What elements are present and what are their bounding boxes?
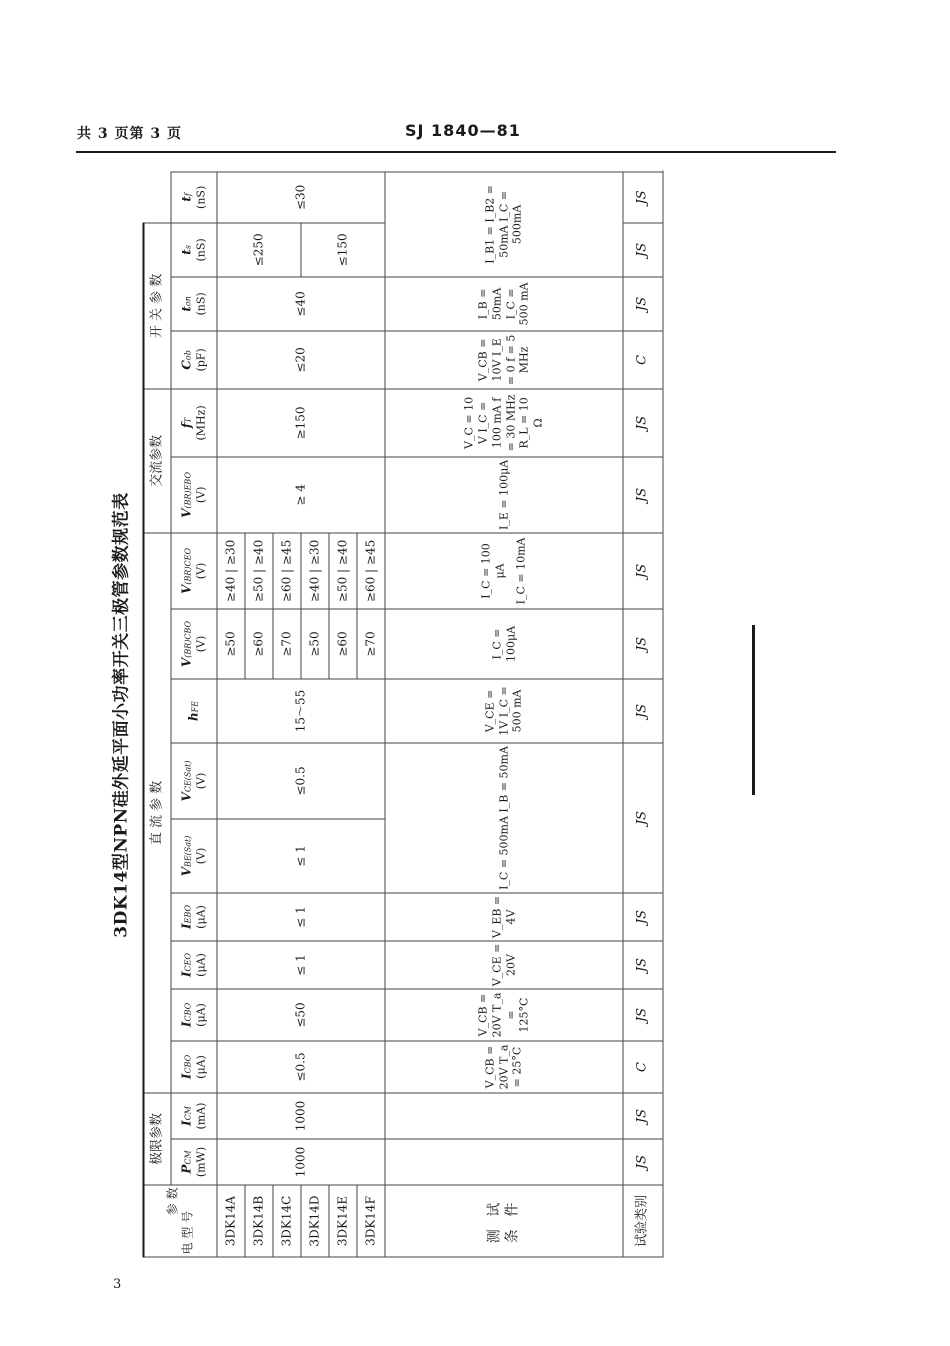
column-header <box>171 223 217 277</box>
category-value: JS <box>623 457 663 533</box>
vceo-value: ≥40 | ≥30 <box>217 533 245 609</box>
column-header <box>171 743 217 819</box>
column-symbol <box>179 391 194 454</box>
category-value: JS <box>623 609 663 679</box>
column-symbol <box>179 745 194 816</box>
condition-cob: V_CB = 10V I_E = 0 f = 5 MHz <box>385 331 623 389</box>
column-symbol-subscript: CBO <box>183 1002 193 1022</box>
vceo-main: ≥50 <box>335 576 349 603</box>
condition-vcbo: I_C = 100μA <box>385 609 623 679</box>
column-unit: (pF) <box>194 348 208 372</box>
ts-value-group2: ≤150 <box>301 223 385 277</box>
column-symbol-subscript: CBO <box>183 1054 193 1074</box>
column-symbol <box>179 279 194 328</box>
category-value: JS <box>623 743 663 893</box>
condition-vebo: I_E = 100μA <box>385 457 623 533</box>
category-value: JS <box>623 1139 663 1185</box>
column-symbol-subscript: (BR)CEO <box>183 547 193 585</box>
model-label: 3DK14D <box>301 1185 329 1257</box>
column-unit: (μA) <box>194 1003 208 1027</box>
model-label: 3DK14B <box>245 1185 273 1257</box>
column-symbol-letter: I <box>179 971 194 978</box>
column-header <box>171 1093 217 1139</box>
column-symbol-letter: I <box>179 923 194 930</box>
column-header <box>171 172 217 223</box>
column-header <box>171 893 217 941</box>
column-symbol <box>179 174 194 220</box>
column-symbol-letter: t <box>179 249 194 255</box>
ft-value: ≥150 <box>217 389 385 457</box>
group-header-row <box>143 172 171 1257</box>
category-value: C <box>623 331 663 389</box>
model-label: 3DK14E <box>329 1185 357 1257</box>
column-symbol <box>179 535 194 606</box>
column-unit: (MHz) <box>194 405 208 441</box>
column-header <box>171 457 217 533</box>
column-symbol-subscript: f <box>183 193 193 197</box>
iceo-value: ≤ 1 <box>217 941 385 989</box>
category-value: JS <box>623 172 663 223</box>
column-symbol-subscript: CM <box>183 1106 193 1121</box>
condition-saturation: I_C = 500mA I_B = 50mA <box>385 743 623 893</box>
column-symbol <box>186 681 201 740</box>
condition-ft: V_C = 10 V I_C = 100 mA f = 30 MHz R_L = 10 Ω <box>385 389 623 457</box>
category-value: JS <box>623 893 663 941</box>
condition-empty <box>385 1139 623 1185</box>
header-page-info: 共 3 页第 3 页 <box>77 126 182 142</box>
vceo-value: ≥50 | ≥40 <box>245 533 273 609</box>
ton-value: ≤40 <box>217 277 385 331</box>
model-label: 3DK14F <box>357 1185 385 1257</box>
column-symbol-letter: I <box>179 1073 194 1080</box>
column-symbol-letter: V <box>179 508 194 518</box>
group-switch: 开 关 参 数 <box>143 223 171 389</box>
condition-iebo: V_EB = 4V <box>385 893 623 941</box>
vcesat-value: ≤0.5 <box>217 743 385 819</box>
category-label: 试验类别 <box>623 1185 663 1257</box>
category-value: JS <box>623 941 663 989</box>
rotated-table-block <box>108 173 700 1258</box>
iebo-value: ≤ 1 <box>217 893 385 941</box>
column-symbol-subscript: BE(Sat) <box>183 835 193 868</box>
column-unit: (nS) <box>194 292 208 316</box>
column-header <box>171 819 217 893</box>
category-value: JS <box>623 533 663 609</box>
column-symbol-letter: C <box>179 360 194 370</box>
group-ac: 交流参数 <box>143 389 171 533</box>
column-symbol-letter: f <box>179 422 194 429</box>
margin-bar <box>752 625 755 795</box>
column-unit: (V) <box>194 847 208 865</box>
vcbo-value: ≥70 <box>273 609 301 679</box>
column-symbol <box>179 611 194 676</box>
vceo-alt: ≥30 <box>223 539 237 566</box>
column-unit: (nS) <box>194 185 208 209</box>
column-symbol-subscript: CM <box>183 1150 193 1165</box>
column-symbol <box>179 333 194 386</box>
column-symbol-subscript: FE <box>190 700 199 713</box>
column-unit: (μA) <box>194 1055 208 1079</box>
column-symbol <box>179 1142 194 1183</box>
condition-vceo <box>385 533 623 609</box>
column-unit: (mW) <box>194 1146 208 1178</box>
table-title: 3DK14型NPN硅外延平面小功率开关三极管参数规范表 <box>111 492 131 938</box>
vceo-value: ≥60 | ≥45 <box>357 533 385 609</box>
vebo-value: ≥ 4 <box>217 457 385 533</box>
vceo-alt: ≥40 <box>251 539 265 566</box>
hfe-value: 15～55 <box>217 679 385 743</box>
ts-value-group1: ≤250 <box>217 223 301 277</box>
column-symbol-subscript: CEO <box>183 952 193 972</box>
vceo-value: ≥50 | ≥40 <box>329 533 357 609</box>
column-header <box>171 989 217 1041</box>
vceo-main: ≥40 <box>223 576 237 603</box>
condition-ts-tf: I_B1 = I_B2 = 50mA I_C = 500mA <box>385 172 623 277</box>
vceo-main: ≥60 <box>363 576 377 603</box>
header-rule <box>76 151 836 153</box>
vceo-main: ≥40 <box>307 576 321 603</box>
category-value: JS <box>623 223 663 277</box>
condition-icbo125: V_CB = 20V T_a = 125°C <box>385 989 623 1041</box>
column-header-row <box>171 172 217 1257</box>
category-value: C <box>623 1041 663 1093</box>
category-value: JS <box>623 679 663 743</box>
header-standard-number: SJ 1840—81 <box>405 121 521 140</box>
condition-vceo-alt: I_C = 10mA <box>514 537 528 605</box>
column-header <box>171 277 217 331</box>
column-symbol-subscript: EBO <box>183 904 193 924</box>
corner-model: 电 型 号 <box>180 1210 194 1255</box>
column-header <box>171 389 217 457</box>
vceo-main: ≥60 <box>279 576 293 603</box>
category-value: JS <box>623 277 663 331</box>
column-symbol <box>179 459 194 530</box>
test-conditions-label: 测 试 条 件 <box>385 1185 623 1257</box>
column-unit: (μA) <box>194 953 208 977</box>
pcm-value: 1000 <box>217 1139 385 1185</box>
vcbo-value: ≥50 <box>301 609 329 679</box>
column-header <box>171 679 217 743</box>
condition-icbo25: V_CB = 20V T_a = 25°C <box>385 1041 623 1093</box>
column-unit: (V) <box>194 635 208 653</box>
vcbo-value: ≥50 <box>217 609 245 679</box>
column-unit: (μA) <box>194 905 208 929</box>
column-symbol-letter: t <box>179 306 194 312</box>
column-symbol <box>179 225 194 274</box>
column-symbol <box>179 943 194 986</box>
column-symbol-subscript: (BR)CBO <box>183 620 193 658</box>
model-label: 3DK14A <box>217 1185 245 1257</box>
vcbo-value: ≥60 <box>245 609 273 679</box>
page-number: 3 <box>113 1277 122 1292</box>
model-label: 3DK14C <box>273 1185 301 1257</box>
column-symbol-letter: V <box>179 792 194 802</box>
column-symbol <box>179 1095 194 1136</box>
condition-vceo-main: I_C = 100 μA <box>478 543 506 599</box>
vceo-value: ≥40 | ≥30 <box>301 533 329 609</box>
vbesat-value: ≤ 1 <box>217 819 385 893</box>
column-symbol-letter: I <box>179 1120 194 1126</box>
icbo25-value: ≤0.5 <box>217 1041 385 1093</box>
condition-hfe: V_CE = 1V I_C = 500 mA <box>385 679 623 743</box>
vceo-alt: ≥30 <box>307 539 321 566</box>
category-row <box>623 172 663 1257</box>
column-header <box>171 331 217 389</box>
icm-value: 1000 <box>217 1093 385 1139</box>
vceo-alt: ≥40 <box>335 539 349 566</box>
icbo125-value: ≤50 <box>217 989 385 1041</box>
column-symbol-letter: I <box>179 1021 194 1028</box>
column-header <box>171 533 217 609</box>
column-unit: (mA) <box>194 1102 208 1130</box>
column-symbol-subscript: s <box>183 245 193 250</box>
condition-empty <box>385 1093 623 1139</box>
vcbo-value: ≥70 <box>357 609 385 679</box>
category-value: JS <box>623 389 663 457</box>
column-header <box>171 1041 217 1093</box>
column-symbol-subscript: (BR)EBO <box>183 471 193 509</box>
column-symbol-subscript: ob <box>183 350 193 361</box>
category-value: JS <box>623 989 663 1041</box>
column-unit: (nS) <box>194 238 208 262</box>
vcbo-value: ≥60 <box>329 609 357 679</box>
column-symbol-subscript: CE(Sat) <box>183 760 193 793</box>
vceo-alt: ≥45 <box>363 539 377 566</box>
column-symbol <box>179 1043 194 1090</box>
spec-table <box>142 171 663 1257</box>
model-row-a <box>217 172 245 1257</box>
column-symbol <box>179 895 194 938</box>
vceo-main: ≥50 <box>251 576 265 603</box>
column-header <box>171 609 217 679</box>
category-value: JS <box>623 1093 663 1139</box>
group-limit: 极限参数 <box>143 1093 171 1185</box>
group-dc: 直 流 参 数 <box>143 533 171 1093</box>
column-header <box>171 1139 217 1185</box>
column-unit: (V) <box>194 486 208 504</box>
column-unit: (V) <box>194 562 208 580</box>
column-symbol-subscript: on <box>183 296 193 307</box>
column-symbol-letter: t <box>179 196 194 202</box>
column-header <box>171 941 217 989</box>
condition-iceo: V_CE = 20V <box>385 941 623 989</box>
column-unit: (V) <box>194 772 208 790</box>
column-symbol <box>179 821 194 890</box>
column-symbol-letter: P <box>179 1164 194 1174</box>
cob-value: ≤20 <box>217 331 385 389</box>
tf-value: ≤30 <box>217 172 385 223</box>
test-conditions-row <box>385 172 623 1257</box>
condition-ton: I_B = 50mA I_C = 500 mA <box>385 277 623 331</box>
vceo-alt: ≥45 <box>279 539 293 566</box>
column-symbol-subscript: T <box>183 417 193 423</box>
column-symbol <box>179 991 194 1038</box>
corner-cell <box>143 1185 217 1257</box>
column-symbol-letter: V <box>179 867 194 877</box>
column-symbol-letter: V <box>179 584 194 594</box>
corner-params: 参 数 <box>165 1187 179 1216</box>
column-symbol-letter: h <box>186 712 200 722</box>
column-symbol-letter: V <box>179 657 194 668</box>
vceo-value: ≥60 | ≥45 <box>273 533 301 609</box>
